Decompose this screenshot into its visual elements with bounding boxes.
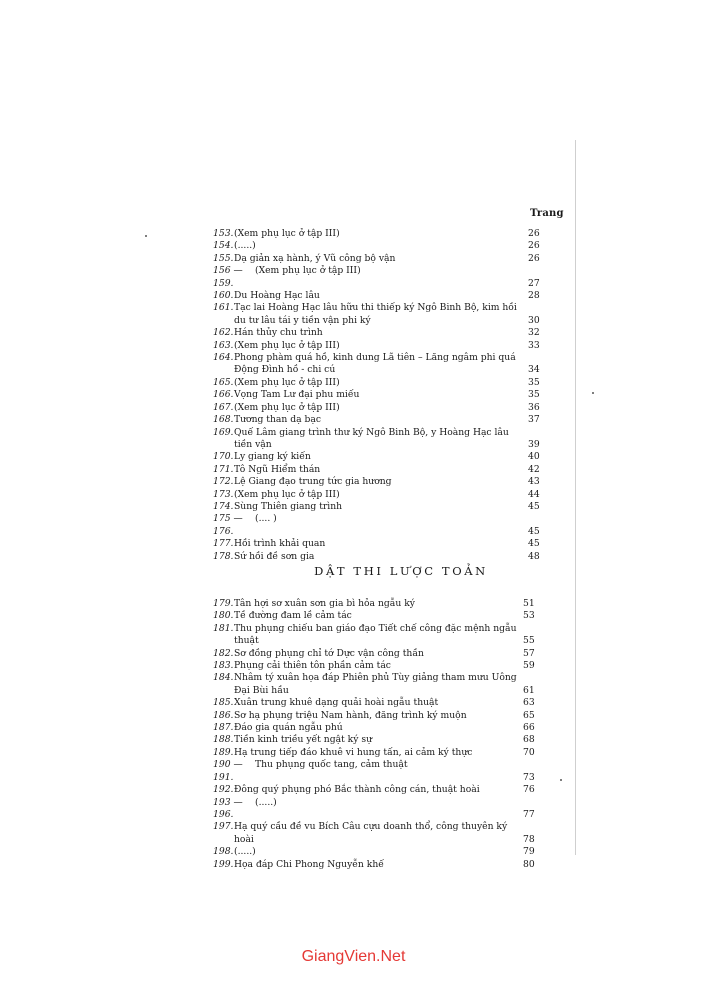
page-column-label: Trang [530,208,564,219]
entry-page: 26 [528,228,540,239]
entry-title: Thu phụng chiếu ban giáo đạo Tiết chế công đặc mệnh ngẫu thuật [234,622,517,647]
entry-title: Hạ trung tiếp đáo khuê vi hung tấn, ai cảm ký thực [234,746,473,758]
entry-page: 70 [523,746,535,758]
entry-page: 63 [523,697,535,709]
toc-row [213,464,558,476]
toc-row [213,476,558,488]
entry-title: Sứ hồi đề sơn gia [234,550,315,562]
entry-page: 53 [523,610,535,622]
entry-title: Hán thủy chu trình [234,327,323,339]
scan-speck [592,392,594,394]
entry-page: 40 [528,451,540,463]
entry-title: Ly giang ký kiến [234,451,311,463]
entry-number: 197. [213,821,234,833]
toc-row [213,846,553,858]
toc-row [213,228,558,240]
entry-page: 48 [528,550,540,562]
entry-title: (.....) [234,240,256,252]
entry-title: Tương than dạ bạc [234,414,322,426]
toc-row [213,538,558,550]
toc-row [213,623,553,648]
entry-page: 45 [528,500,540,512]
toc-row [213,513,558,538]
entry-number: 199. [213,858,234,870]
entry-page: 45 [528,525,540,537]
toc-row [213,747,553,759]
toc-row [213,489,558,501]
entry-title: Dạ giản xạ hành, ý Vũ công bộ vận [234,252,396,264]
toc-row [213,734,553,746]
entry-title: Nhâm tý xuân họa đáp Phiên phủ Tùy giảng tham mưu Uông Đại Bùi hầu [234,672,517,696]
entry-number: 180. [213,610,234,622]
entry-page: 30 [528,314,540,326]
entry-number: 166. [213,389,234,401]
entry-page: 61 [523,684,535,696]
entry-title: Tô Ngũ Hiểm thán [234,463,321,475]
entry-number: 198. [213,846,234,858]
entry-title: Hồi trình khải quan [234,538,326,550]
entry-number: 175 — 176. [213,513,243,537]
toc-row [213,598,553,610]
entry-title: Hạ quý cầu đề vu Bích Câu cựu doanh thổ, công thuyên ký hoài [234,821,508,845]
entry-title: Tề đường đam lề cảm tác [234,610,352,622]
toc-row [213,722,553,734]
entry-number: 171. [213,463,234,475]
entry-number: 189. [213,746,234,758]
entry-title: Tân hợi sơ xuân sơn gia bì hỏa ngẫu ký [234,598,415,609]
entry-page: 59 [523,660,535,672]
toc-row [213,821,553,846]
entry-page: 45 [528,538,540,550]
entry-page: 51 [523,598,535,609]
entry-page: 33 [528,339,540,351]
entry-number: 170. [213,451,234,463]
entry-page: 35 [528,389,540,401]
entry-title: Đáo gia quán ngẫu phú [234,722,343,734]
entry-number: 181. [213,622,234,634]
entry-title: Sơ đồng phụng chỉ tớ Dực vận công thần [234,647,424,659]
toc-row [213,697,553,709]
toc-row [213,377,558,389]
entry-title: Quế Lâm giang trình thư ký Ngô Binh Bộ, y Hoàng Hạc lâu tiền vận [234,426,509,450]
toc-row [213,414,558,426]
entry-title: (Xem phụ lục ở tập III) [255,265,361,277]
entry-page: 73 [523,771,535,783]
entry-number: 153. [213,228,234,239]
entry-page: 35 [528,376,540,388]
entry-page: 32 [528,327,540,339]
entry-page: 55 [523,635,535,647]
entry-page: 65 [523,709,535,721]
toc-list-part-one [213,228,558,563]
entry-page: 26 [528,252,540,264]
entry-title: (Xem phụ lục ở tập III) [234,228,340,239]
entry-page: 76 [523,784,535,796]
entry-page: 27 [528,277,540,289]
entry-page: 79 [523,846,535,858]
entry-page: 26 [528,240,540,252]
toc-row [213,859,553,871]
entry-number: 173. [213,488,234,500]
entry-page: 36 [528,401,540,413]
toc-row [213,797,553,822]
toc-list-part-two [213,598,553,871]
entry-title: (Xem phụ lục ở tập III) [234,339,340,351]
toc-row [213,253,558,265]
toc-row [213,389,558,401]
toc-row [213,784,553,796]
section-heading-text: DẬT THI LƯỢC TOẢN [314,564,488,578]
entry-number: 162. [213,327,234,339]
toc-row [213,290,558,302]
toc-row [213,302,558,327]
entry-title: Tiền kinh triều yết ngật ký sự [234,734,372,746]
entry-page: 34 [528,364,540,376]
entry-page: 80 [523,858,535,870]
entry-page: 43 [528,476,540,488]
entry-title: (Xem phụ lục ở tập III) [234,488,340,500]
entry-number: 161. [213,302,234,314]
entry-page: 68 [523,734,535,746]
site-watermark [0,948,707,966]
entry-page: 44 [528,488,540,500]
entry-title: Đông quý phụng phó Bắc thành công cán, thuật hoài [234,784,480,796]
scan-speck [560,779,562,781]
entry-number: 164. [213,352,234,364]
section-heading [0,564,707,578]
entry-number: 185. [213,697,234,709]
entry-number: 160. [213,290,234,302]
entry-number: 165. [213,376,234,388]
entry-title: Sơ hạ phụng triệu Nam hành, đăng trình ký muộn [234,709,467,721]
entry-page: 57 [523,647,535,659]
watermark-text: GiangVien.Net [301,948,406,965]
entry-page: 77 [523,808,535,820]
toc-row [213,327,558,339]
toc-row [213,265,558,290]
entry-title: Thu phụng quốc tang, cảm thuật [255,759,408,771]
toc-row [213,352,558,377]
entry-number: 172. [213,476,234,488]
toc-row [213,427,558,452]
entry-title: Tạc lai Hoàng Hạc lâu hữu thi thiếp ký Ngô Binh Bộ, kim hồi du tư lâu tái y tiền vận phi ký [234,302,517,326]
entry-title: Phụng cải thiên tôn phần cảm tác [234,660,391,672]
toc-row [213,672,553,697]
entry-number: 186. [213,709,234,721]
toc-row [213,451,558,463]
entry-number: 163. [213,339,234,351]
entry-title: (.....) [234,846,256,858]
entry-number: 183. [213,660,234,672]
scan-speck [145,235,147,237]
entry-title: Lệ Giang đạo trung tức gia hương [234,476,392,488]
entry-title: (Xem phụ lục ở tập III) [234,376,340,388]
entry-title: Du Hoàng Hạc lâu [234,290,320,302]
entry-number: 168. [213,414,234,426]
entry-number: 155. [213,252,234,264]
toc-row [213,710,553,722]
page-edge-line [575,140,576,855]
entry-number: 167. [213,401,234,413]
entry-title: (Xem phụ lục ở tập III) [234,401,340,413]
entry-number: 156 — 159. [213,265,243,289]
entry-title: Họa đáp Chi Phong Nguyễn khế [234,858,384,870]
entry-number: 154. [213,240,234,252]
entry-number: 187. [213,722,234,734]
toc-row [213,501,558,513]
entry-number: 182. [213,647,234,659]
entry-page: 78 [523,833,535,845]
toc-row [213,759,553,784]
entry-number: 169. [213,426,234,438]
entry-title: (.... ) [255,513,277,525]
toc-row [213,240,558,252]
entry-number: 188. [213,734,234,746]
entry-page: 28 [528,290,540,302]
entry-number: 178. [213,550,234,562]
entry-number: 193 — 196. [213,796,243,820]
entry-number: 184. [213,672,234,684]
entry-number: 174. [213,500,234,512]
entry-title: Vọng Tam Lư đại phu miếu [234,389,360,401]
toc-row [213,340,558,352]
entry-page: 39 [528,438,540,450]
toc-row [213,660,553,672]
entry-page: 66 [523,722,535,734]
toc-row [213,551,558,563]
toc-row [213,610,553,622]
entry-number: 177. [213,538,234,550]
entry-number: 192. [213,784,234,796]
toc-row [213,648,553,660]
entry-title: Phong phàm quá hồ, kinh dung Lã tiên – Lăng ngâm phi quá Động Đình hồ - chi cú [234,352,516,376]
entry-page: 37 [528,414,540,426]
entry-number: 179. [213,598,234,609]
entry-title: (.....) [255,796,277,808]
entry-title: Sùng Thiên giang trình [234,500,343,512]
entry-page: 42 [528,463,540,475]
toc-row [213,402,558,414]
entry-number: 190 — 191. [213,759,243,783]
entry-title: Xuân trung khuê dạng quải hoài ngẫu thuật [234,697,439,709]
